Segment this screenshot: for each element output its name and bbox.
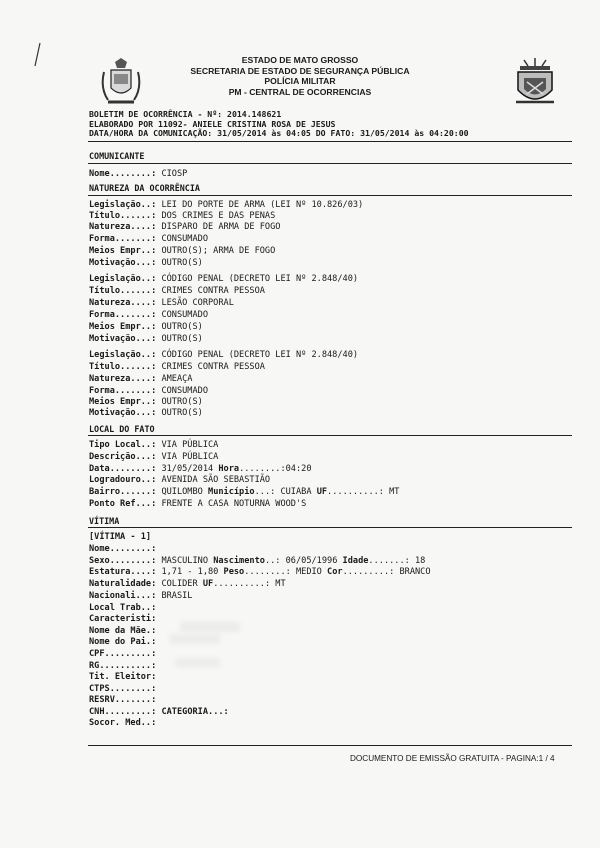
page-footer: DOCUMENTO DE EMISSÃO GRATUITA - PAGINA:1 / 4 [350, 754, 555, 763]
divider [88, 745, 572, 746]
vitima-socor-med-row: Socor. Med..: [89, 718, 157, 728]
pen-mark [32, 42, 42, 68]
header-line-2: SECRETARIA DE ESTADO DE SEGURANÇA PÚBLICA [190, 65, 410, 76]
vitima-local-trab-row: Local Trab..: [89, 603, 157, 613]
vitima-rg-row: RG..........: [89, 661, 157, 671]
redacted-mae [180, 622, 240, 632]
divider [88, 163, 572, 164]
section-title-natureza: NATUREZA DA OCORRÊNCIA [89, 183, 200, 193]
vitima-caracteristica-row: Caracteristi: [89, 614, 157, 624]
comunicante-nome-row: Nome........: CIOSP [89, 169, 188, 179]
police-badge-icon [512, 58, 558, 108]
divider [88, 435, 572, 436]
report-datetime: DATA/HORA DA COMUNICAÇÃO: 31/05/2014 às 04:05 DO FATO: 31/05/2014 às 04:20:00 [89, 128, 469, 138]
section-title-vitima: VÍTIMA [89, 516, 120, 526]
local-ponto-ref-row: Ponto Ref...: FRENTE A CASA NOTURNA WOOD'S [89, 499, 307, 509]
local-logradouro-row: Logradouro..: AVENIDA SÃO SEBASTIÃO [89, 475, 271, 485]
vitima-titulo-eleitor-row: Tit. Eleitor: [89, 672, 157, 682]
vitima-resrv-row: RESRV.......: [89, 695, 157, 705]
divider [88, 527, 572, 528]
vitima-naturalidade-row: Naturalidade: COLIDER UF..........: MT [89, 579, 286, 589]
report-meta [89, 110, 469, 139]
vitima-nacionalidade-row: Nacionali...: BRASIL [89, 591, 193, 601]
vitima-pai-row: Nome do Pai.: [89, 637, 157, 647]
local-bairro-row: Bairro......: QUILOMBO Município...: CUIABA UF..........: MT [89, 487, 400, 497]
header-line-1: ESTADO DE MATO GROSSO [241, 55, 359, 65]
document-page: ESTADO DE MATO GROSSO SECRETARIA DE ESTADO DE SEGURANÇA PÚBLICA POLÍCIA MILITAR PM - CENTRAL DE OCORRENCIAS BOLETIM DE OCORRÊNCIA - Nº: 2014.148621 ELABORADO POR 11092- ANIELE CRISTINA ROSA DE JESUS DATA/HORA DA COMUNICAÇÃO: 31/05/2014 às 04:05 DO FATO: 31/05/2014 às 04:20:00 COMUNICANTE Nome........: CIOSP NATUREZA DA OCORRÊNCIA Legislação..: LEI DO PORTE DE ARMA (LEI Nº 10.826/03) Título......: DOS CRIMES E DAS PENAS Natureza....: DISPARO DE ARMA DE FOGO Forma.......: CONSUMADO Meios Empr..: OUTRO(S); ARMA DE FOGO Motivação...: OUTRO(S) Legislação..: CÓDIGO PENAL (DECRETO LEI Nº 2.848/40) Título......: CRIMES CONTRA PESSOA Natureza....: LESÃO CORPORAL Forma.......: CONSUMADO Meios Empr..: OUTRO(S) Motivação...: OUTRO(S) Legislação..: CÓDIGO PENAL (DECRETO LEI Nº 2.848/40) Título......: CRIMES CONTRA PESSOA Natureza....: AMEAÇA Forma.......: CONSUMADO Meios Empr..: OUTRO(S) Motivação...: OUTRO(S) LOCAL DO FATO Tipo Local..: VIA PÚBLICA Descrição...: VIA PÚBLICA Data........: 31/05/2014 Hora........:04:20 Logradouro..: AVENIDA SÃO SEBASTIÃO Bairro......: QUILOMBO Município...: CUIABA UF..........: MT Ponto Ref...: FRENTE A CASA NOTURNA WOOD'S VÍTIMA [VÍTIMA - 1] Nome........: Sexo........: MASCULINO Nascimento..: 06/05/1996 Idade.......: 18 Estatura....: 1,71 - 1,80 Peso........: MEDIO Cor.........: BRANCO Naturalidade: COLIDER UF..........: MT Nacionali...: BRASIL Local Trab..: Caracteristi: Nome da Mãe.: Nome do Pai.: CPF.........: RG..........: Tit. Eleitor: CTPS........: RESRV.......: CNH.........: CATEGORIA...: Socor. Med..: DOCUMENTO DE EMISSÃO GRATUITA - PAGINA:1 / 4 [0, 0, 600, 848]
vitima-estatura-row: Estatura....: 1,71 - 1,80 Peso........: MEDIO Cor.........: BRANCO [89, 567, 431, 577]
report-author: ELABORADO POR 11092- ANIELE CRISTINA ROSA DE JESUS [89, 118, 336, 129]
section-title-comunicante: COMUNICANTE [89, 151, 145, 161]
section-title-local: LOCAL DO FATO [89, 424, 155, 434]
agency-header [150, 55, 450, 97]
divider [88, 141, 572, 142]
vitima-mae-row: Nome da Mãe.: [89, 626, 157, 636]
local-data-row: Data........: 31/05/2014 Hora........:04:20 [89, 464, 312, 474]
local-descricao-row: Descrição...: VIA PÚBLICA [89, 452, 219, 462]
vitima-subtitle: [VÍTIMA - 1] [89, 532, 152, 542]
local-tipo-row: Tipo Local..: VIA PÚBLICA [89, 440, 219, 450]
vitima-nome-row: Nome........: [89, 544, 157, 554]
redacted-rg [175, 658, 220, 667]
redacted-pai [170, 634, 220, 644]
vitima-sexo-row: Sexo........: MASCULINO Nascimento..: 06/05/1996 Idade.......: 18 [89, 556, 426, 566]
vitima-cnh-row: CNH.........: CATEGORIA...: [89, 707, 229, 717]
vitima-ctps-row: CTPS........: [89, 684, 157, 694]
divider [88, 195, 572, 196]
header-line-3: POLÍCIA MILITAR [264, 76, 336, 86]
state-coat-of-arms-icon [98, 58, 144, 108]
header-line-4: PM - CENTRAL DE OCORRENCIAS [228, 86, 372, 97]
report-number: BOLETIM DE OCORRÊNCIA - Nº: 2014.148621 [89, 109, 282, 119]
vitima-cpf-row: CPF.........: [89, 649, 157, 659]
